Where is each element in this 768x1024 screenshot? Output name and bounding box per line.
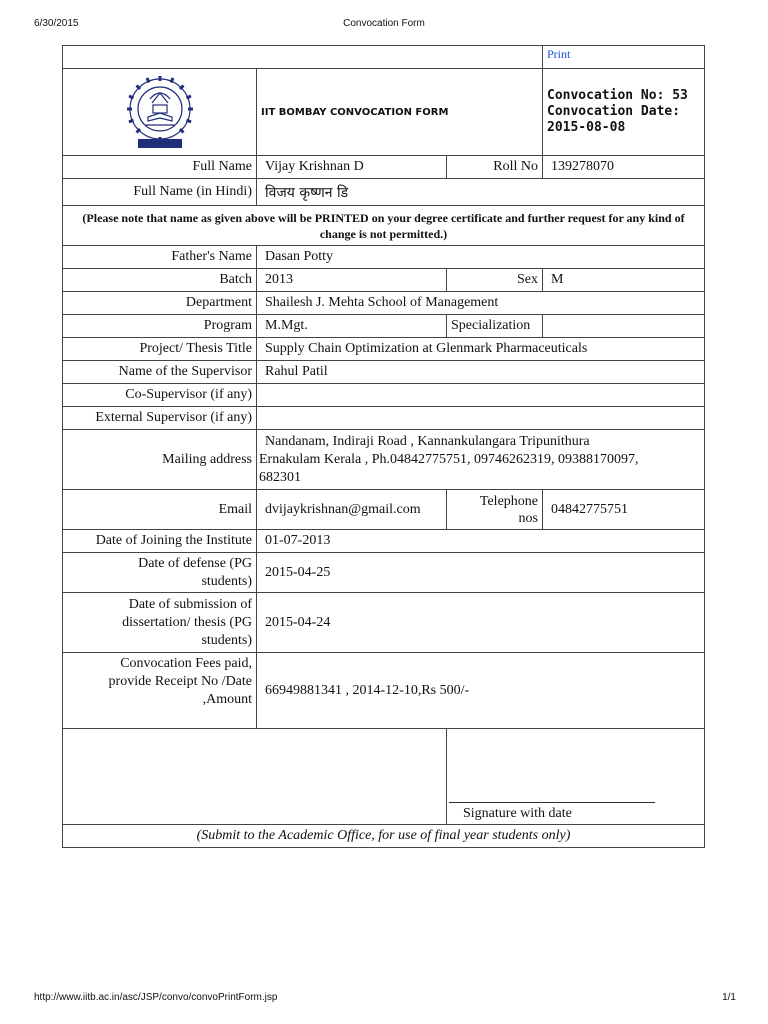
submission-date-label <box>63 593 257 653</box>
roll-no-value: 139278070 <box>543 156 705 179</box>
print-date: 6/30/2015 <box>34 18 79 29</box>
submission-date-row <box>63 593 705 653</box>
mailing-address-line-1: Nandanam, Indiraji Road , Kannankulangara Tripunithura <box>265 433 590 449</box>
signature-row <box>63 729 705 825</box>
signature-cell <box>447 729 705 825</box>
submission-date-label-line-2: dissertation/ thesis (PG <box>122 614 252 630</box>
email-row <box>63 490 705 530</box>
defense-date-value: 2015-04-25 <box>257 553 705 593</box>
sex-label: Sex <box>447 269 543 292</box>
defense-date-label-line-2: students) <box>201 573 252 589</box>
fees-label-line-1: Convocation Fees paid, <box>120 656 252 671</box>
mailing-address-label: Mailing address <box>63 430 257 490</box>
program-row <box>63 315 705 338</box>
fees-value: 66949881341 , 2014-12-10,Rs 500/- <box>257 653 705 729</box>
hindi-name-row <box>63 179 705 206</box>
father-name-value: Dasan Potty <box>257 246 705 269</box>
convocation-info <box>543 69 705 156</box>
signature-blank-cell <box>63 729 447 825</box>
external-supervisor-value <box>257 407 705 430</box>
thesis-title-value: Supply Chain Optimization at Glenmark Pharmaceuticals <box>257 338 705 361</box>
iit-bombay-logo-icon <box>120 73 200 151</box>
batch-row <box>63 269 705 292</box>
convocation-date-label: Convocation Date: <box>547 104 681 119</box>
signature-label: Signature with date <box>463 806 572 821</box>
form-header-row <box>63 69 705 156</box>
joining-date-value: 01-07-2013 <box>257 530 705 553</box>
telephone-label-line-1: Telephone <box>479 493 538 509</box>
department-row <box>63 292 705 315</box>
supervisor-label: Name of the Supervisor <box>63 361 257 384</box>
program-value: M.Mgt. <box>257 315 447 338</box>
document-title: Convocation Form <box>343 18 425 29</box>
full-name-row <box>63 156 705 179</box>
co-supervisor-value <box>257 384 705 407</box>
telephone-label-line-2: nos <box>518 510 538 526</box>
thesis-title-label: Project/ Thesis Title <box>63 338 257 361</box>
joining-date-row <box>63 530 705 553</box>
convocation-number: Convocation No: 53 <box>547 88 688 103</box>
co-supervisor-row <box>63 384 705 407</box>
batch-value: 2013 <box>257 269 447 292</box>
submission-date-label-line-3: students) <box>201 632 252 648</box>
mailing-address-row <box>63 430 705 490</box>
email-value: dvijaykrishnan@gmail.com <box>257 490 447 530</box>
form-title: IIT BOMBAY CONVOCATION FORM <box>257 69 543 156</box>
department-label: Department <box>63 292 257 315</box>
program-label: Program <box>63 315 257 338</box>
sex-value: M <box>543 269 705 292</box>
full-name-hindi-value: विजय कृष्णन डि <box>257 179 705 206</box>
mailing-address-value <box>257 430 705 490</box>
logo-cell <box>63 69 257 156</box>
note-row <box>63 206 705 246</box>
fees-label-line-3: ,Amount <box>202 692 252 707</box>
fees-label-line-2: provide Receipt No /Date <box>108 674 252 689</box>
page-number: 1/1 <box>722 992 736 1003</box>
convocation-form-table <box>62 45 705 848</box>
full-name-value: Vijay Krishnan D <box>257 156 447 179</box>
roll-no-label: Roll No <box>447 156 543 179</box>
print-row <box>63 46 705 69</box>
mailing-address-line-2: Ernakulam Kerala , Ph.04842775751, 09746262319, 09388170097, <box>259 451 639 467</box>
submission-date-value: 2015-04-24 <box>257 593 705 653</box>
thesis-title-row <box>63 338 705 361</box>
joining-date-label: Date of Joining the Institute <box>63 530 257 553</box>
department-value: Shailesh J. Mehta School of Management <box>257 292 705 315</box>
specialization-label: Specialization <box>447 315 543 338</box>
fees-label <box>63 653 257 729</box>
telephone-label <box>447 490 543 530</box>
external-supervisor-label: External Supervisor (if any) <box>63 407 257 430</box>
footer-note: (Submit to the Academic Office, for use of final year students only) <box>63 825 705 848</box>
full-name-label: Full Name <box>63 156 257 179</box>
father-name-row <box>63 246 705 269</box>
specialization-value <box>543 315 705 338</box>
father-name-label: Father's Name <box>63 246 257 269</box>
footer-note-row <box>63 825 705 848</box>
external-supervisor-row <box>63 407 705 430</box>
convocation-date: 2015-08-08 <box>547 120 626 135</box>
defense-date-row <box>63 553 705 593</box>
co-supervisor-label: Co-Supervisor (if any) <box>63 384 257 407</box>
print-note: (Please note that name as given above will be PRINTED on your degree certificate and further request for any kind of change is not permitted.) <box>63 206 705 246</box>
supervisor-value: Rahul Patil <box>257 361 705 384</box>
supervisor-row <box>63 361 705 384</box>
telephone-value: 04842775751 <box>543 490 705 530</box>
mailing-address-line-3: 682301 <box>259 469 301 485</box>
full-name-hindi-label: Full Name (in Hindi) <box>63 179 257 206</box>
page-url: http://www.iitb.ac.in/asc/JSP/convo/convoPrintForm.jsp <box>34 992 278 1003</box>
email-label: Email <box>63 490 257 530</box>
defense-date-label <box>63 553 257 593</box>
fees-row <box>63 653 705 729</box>
defense-date-label-line-1: Date of defense (PG <box>138 555 252 571</box>
submission-date-label-line-1: Date of submission of <box>128 596 252 612</box>
print-link[interactable]: Print <box>547 47 571 61</box>
batch-label: Batch <box>63 269 257 292</box>
